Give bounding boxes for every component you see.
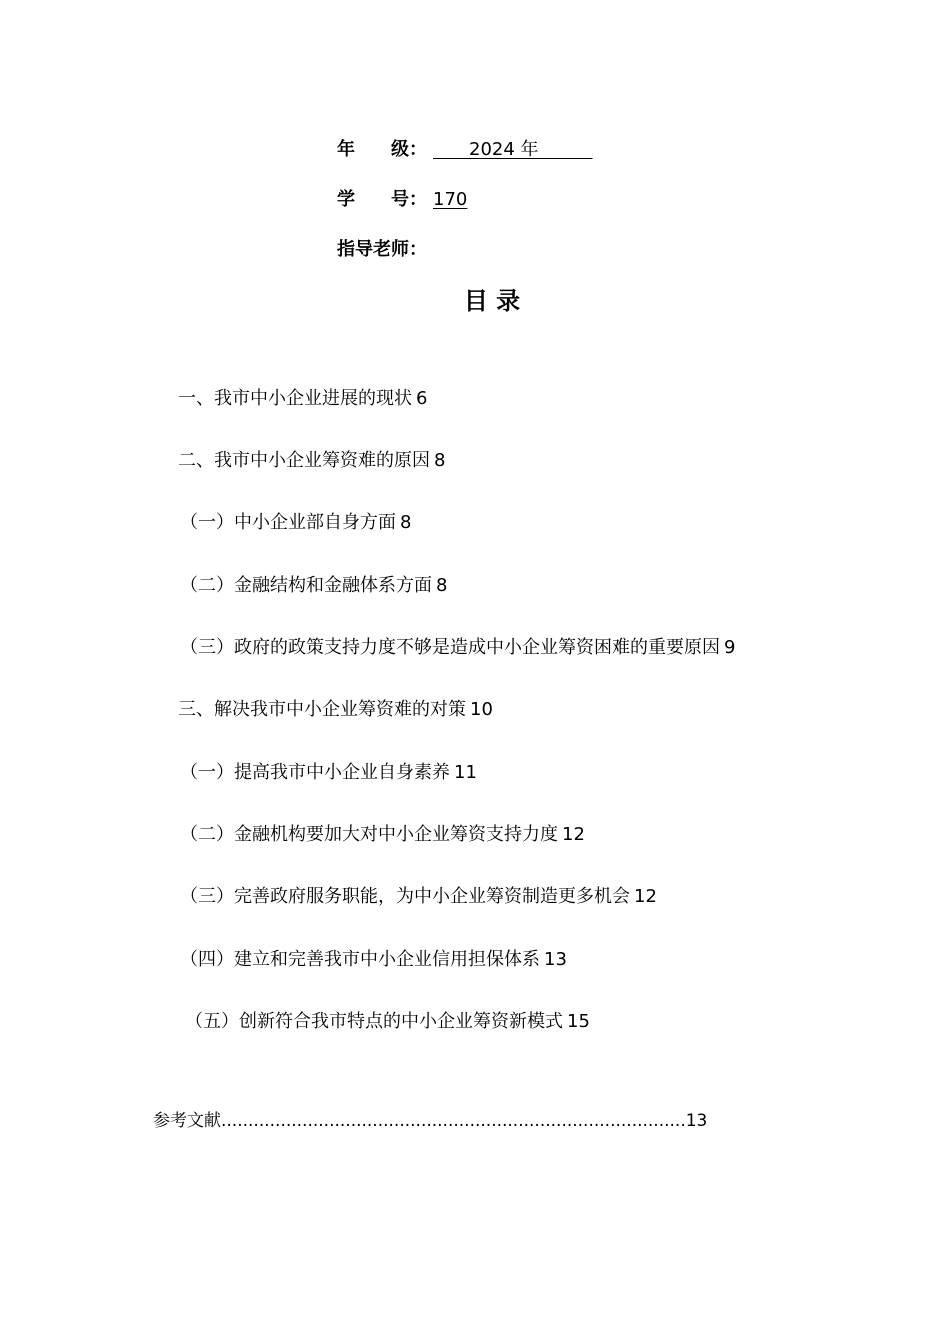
toc-entry[interactable]	[180, 885, 657, 909]
toc-entry-text: （二）金融结构和金融体系方面	[180, 575, 432, 596]
toc-entry-page: 15	[567, 1011, 590, 1032]
toc-entry-page: 12	[634, 886, 657, 907]
grade-value: 2024 年	[433, 139, 593, 160]
student-id-row	[337, 188, 467, 212]
references-label: 参考文献	[153, 1111, 221, 1131]
toc-entry-page: 6	[416, 388, 428, 409]
toc-entry-text: （二）金融机构要加大对中小企业筹资支持力度	[180, 824, 558, 845]
toc-entry-text: （一）中小企业部自身方面	[180, 512, 396, 533]
toc-entry-text: 一、我市中小企业进展的现状	[178, 388, 412, 409]
toc-entry-text: （三）完善政府服务职能，为中小企业筹资制造更多机会	[180, 886, 630, 907]
toc-entry[interactable]	[180, 761, 477, 785]
toc-entry-page: 8	[434, 450, 446, 471]
toc-title: 目 录	[463, 287, 521, 315]
toc-entry[interactable]	[180, 823, 585, 847]
grade-row	[337, 138, 593, 162]
toc-entry-page: 8	[400, 512, 412, 533]
toc-entry[interactable]	[178, 449, 445, 473]
toc-entry-text: （五）创新符合我市特点的中小企业筹资新模式	[185, 1011, 563, 1032]
dot-leader: ......................................................................................	[221, 1111, 686, 1131]
advisor-label: 指导老师：	[337, 239, 427, 260]
toc-entry-text: 二、我市中小企业筹资难的原因	[178, 450, 430, 471]
grade-label: 年 级：	[337, 139, 427, 160]
toc-entry-page: 11	[454, 762, 477, 783]
student-id-label: 学 号：	[337, 189, 427, 210]
toc-entry-text: （一）提高我市中小企业自身素养	[180, 762, 450, 783]
toc-entry-page: 9	[724, 637, 736, 658]
toc-entry-text: 三、解决我市中小企业筹资难的对策	[178, 699, 466, 720]
toc-entry-page: 13	[544, 949, 567, 970]
toc-entry[interactable]	[185, 1010, 590, 1034]
toc-entry-page: 8	[436, 575, 448, 596]
references-page: 13	[685, 1111, 708, 1131]
toc-entry[interactable]	[180, 948, 567, 972]
toc-entry[interactable]	[180, 636, 735, 660]
toc-entry[interactable]	[178, 387, 427, 411]
toc-entry[interactable]	[180, 574, 447, 598]
toc-entry-text: （三）政府的政策支持力度不够是造成中小企业筹资困难的重要原因	[180, 637, 720, 658]
toc-entry-page: 12	[562, 824, 585, 845]
student-id-value: 170	[433, 189, 468, 210]
toc-entry-text: （四）建立和完善我市中小企业信用担保体系	[180, 949, 540, 970]
advisor-row	[337, 238, 433, 262]
toc-entry[interactable]	[178, 698, 493, 722]
toc-references-entry[interactable]	[153, 1109, 707, 1133]
toc-entry[interactable]	[180, 511, 411, 535]
toc-entry-page: 10	[470, 699, 493, 720]
